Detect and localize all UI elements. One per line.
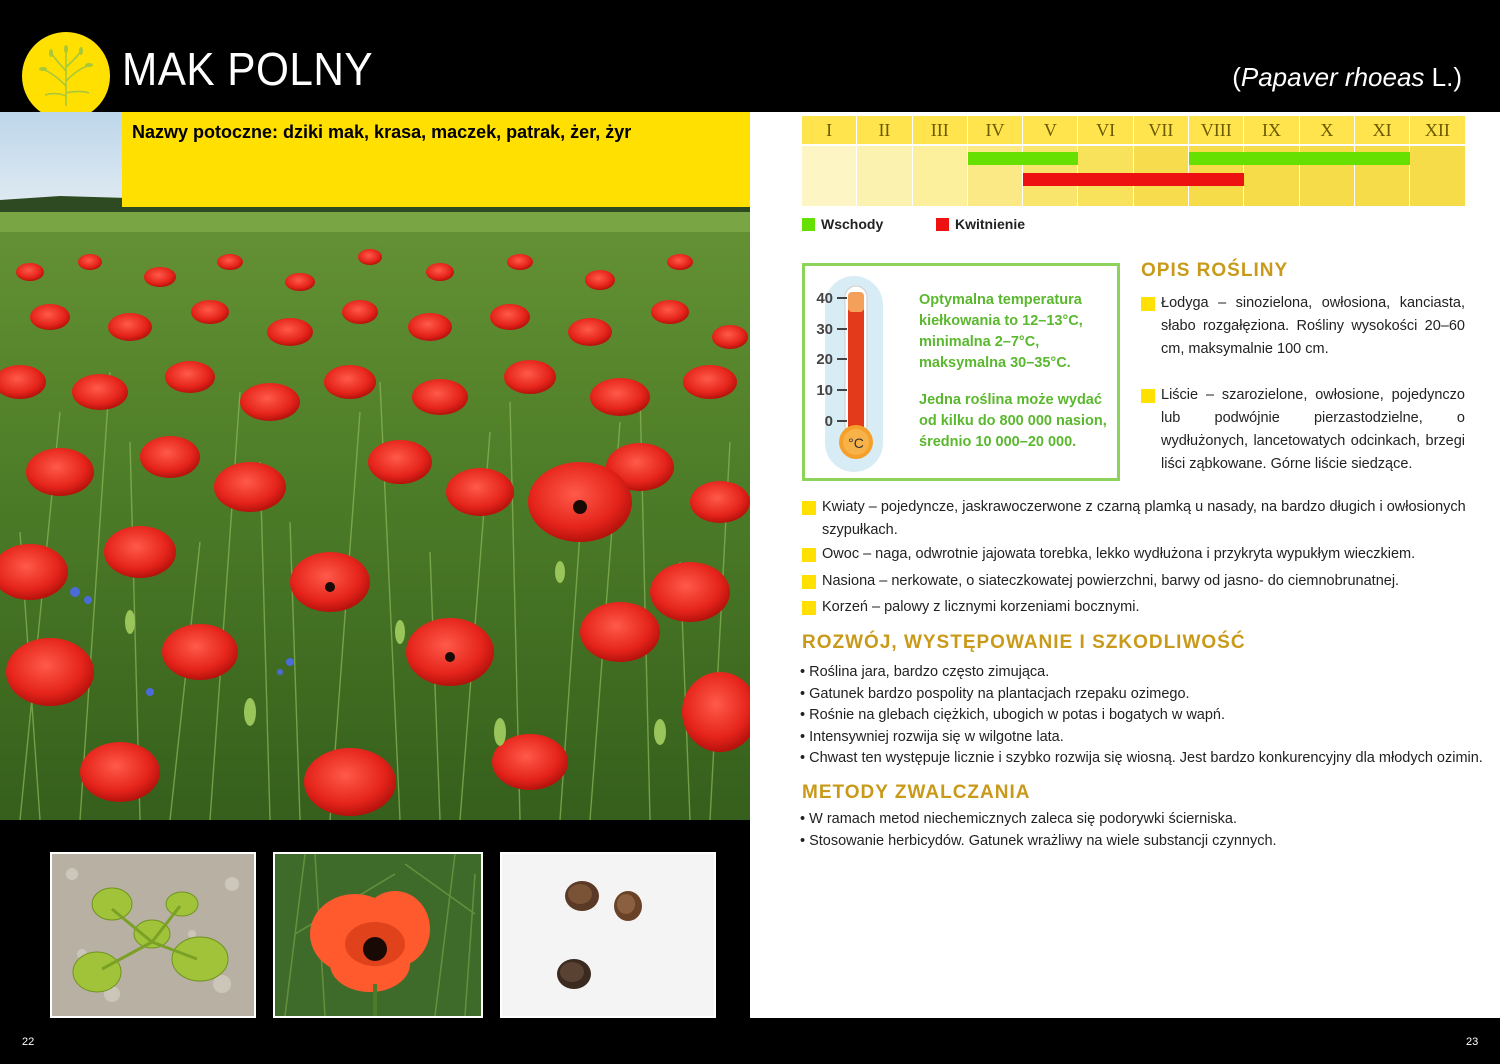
common-names-value: dziki mak, krasa, maczek, patrak, żer, żyr — [278, 122, 632, 142]
section-heading-rozwoj: ROZWÓJ, WYSTĘPOWANIE I SZKODLIWOŚĆ — [802, 632, 1246, 653]
month-cell: IX — [1244, 116, 1299, 144]
temperature-para-2: Jedna roślina może wydać od kilku do 800 000 nasion, średnio 10 000–20 000. — [919, 392, 1107, 450]
common-names-box — [122, 112, 750, 207]
legend-flowering — [936, 216, 1025, 232]
poppy-field-photo — [0, 112, 750, 820]
month-cell: III — [913, 116, 968, 144]
list-item: • Intensywniej rozwija się w wilgotne lata. — [800, 728, 1064, 745]
page-number-left: 22 — [22, 1036, 35, 1048]
month-cell: X — [1300, 116, 1355, 144]
seeds-photo — [500, 852, 716, 1018]
legend-swatch-flowering — [936, 218, 949, 231]
thermometer-icon — [805, 266, 911, 478]
page-title: MAK POLNY — [122, 43, 374, 95]
desc-owoc: Owoc – naga, odwrotnie jajowata torebka, lekko wydłużona i przykryta wypukłym wieczkiem. — [802, 543, 1466, 566]
bullet-square — [802, 548, 816, 562]
month-cell: VIII — [1189, 116, 1244, 144]
rozwoj-list — [800, 662, 1483, 770]
bullet-square — [802, 501, 816, 515]
latin-name: (Papaver rhoeas L.) — [1232, 62, 1462, 92]
temperature-text — [919, 290, 1119, 453]
list-item: • W ramach metod niechemicznych zaleca się podorywki ścierniska. — [800, 811, 1238, 827]
month-cell: VI — [1078, 116, 1133, 144]
right-page — [750, 112, 1500, 1018]
month-cell: IV — [968, 116, 1023, 144]
month-header-row — [802, 116, 1466, 144]
list-item: • Roślina jara, bardzo często zimująca. — [800, 664, 1050, 680]
month-strip — [802, 146, 857, 206]
month-cell: V — [1023, 116, 1078, 144]
month-strip — [913, 146, 968, 206]
month-cell: VII — [1134, 116, 1189, 144]
desc-nasiona: Nasiona – nerkowate, o siateczkowatej powierzchni, barwy od jasno- do ciemnobrunatnej. — [802, 570, 1466, 593]
list-item: • Stosowanie herbicydów. Gatunek wrażliwy na wiele substancji czynnych. — [800, 832, 1277, 849]
thermo-tick: 40 — [816, 290, 833, 307]
month-strip — [857, 146, 912, 206]
section-heading-metody: METODY ZWALCZANIA — [802, 782, 1031, 803]
list-item: • Chwast ten występuje licznie i szybko rozwija się wiosną. Jest bardzo konkurencyjny dla młodych ozimin. — [800, 750, 1483, 766]
list-item: • Gatunek bardzo pospolity na plantacjach rzepaku ozimego. — [800, 685, 1190, 702]
thermo-tick: 0 — [824, 413, 833, 430]
legend-label-flowering: Kwitnienie — [955, 216, 1026, 232]
flowering-bar — [1023, 173, 1244, 186]
metody-list — [800, 809, 1277, 852]
temperature-para-1: Optymalna temperatura kiełkowania to 12–13°C, minimalna 2–7°C, maksymalna 30–35°C. — [919, 292, 1083, 371]
month-cell: XI — [1355, 116, 1410, 144]
emergence-bar — [1189, 152, 1410, 165]
seedling-photo — [50, 852, 256, 1018]
emergence-bar — [968, 152, 1079, 165]
page-number-right: 23 — [1466, 1036, 1479, 1048]
month-strip — [1410, 146, 1465, 206]
bullet-square — [802, 601, 816, 615]
latin-name-italic: Papaver rhoeas — [1240, 62, 1425, 92]
temperature-box — [802, 263, 1120, 481]
month-cell: II — [857, 116, 912, 144]
plant-logo-icon — [22, 32, 110, 120]
thermo-tick: 30 — [816, 321, 833, 338]
desc-lodyga: Łodyga – sinozielona, owłosiona, kanciasta, słabo rozgałęziona. Rośliny wysokości 20–60 cm, maksymalnie 100 cm. — [1141, 292, 1465, 361]
bullet-square — [1141, 389, 1155, 403]
bullet-square — [802, 575, 816, 589]
month-cell: XII — [1410, 116, 1465, 144]
thermo-tick: 20 — [816, 351, 833, 368]
top-bar — [0, 0, 1500, 112]
desc-kwiaty: Kwiaty – pojedyncze, jaskrawoczerwone z czarną plamką u nasady, na bardzo długich i owłosionych szypułkach. — [802, 496, 1466, 542]
bullet-square — [1141, 297, 1155, 311]
list-item: • Rośnie na glebach ciężkich, ubogich w potas i bogatych w wapń. — [800, 707, 1226, 723]
desc-liscie: Liście – szarozielone, owłosione, pojedynczo lub podwójnie pierzastodzielne, o wydłużonych, lancetowatych odcinkach, brzegi liści ząbkowane. Górne liście siedzące. — [1141, 384, 1465, 476]
month-cell: I — [802, 116, 857, 144]
legend-emergence — [802, 216, 883, 232]
legend-label-emergence: Wschody — [821, 216, 884, 232]
legend-swatch-emergence — [802, 218, 815, 231]
thermo-tick: 10 — [816, 382, 833, 399]
poppy-flower-photo — [273, 852, 483, 1018]
section-heading-opis: OPIS ROŚLINY — [1141, 260, 1289, 281]
common-names-label: Nazwy potoczne: — [132, 122, 279, 142]
desc-korzen: Korzeń – palowy z licznymi korzeniami bocznymi. — [802, 596, 1466, 619]
thermo-unit: °C — [848, 435, 864, 451]
